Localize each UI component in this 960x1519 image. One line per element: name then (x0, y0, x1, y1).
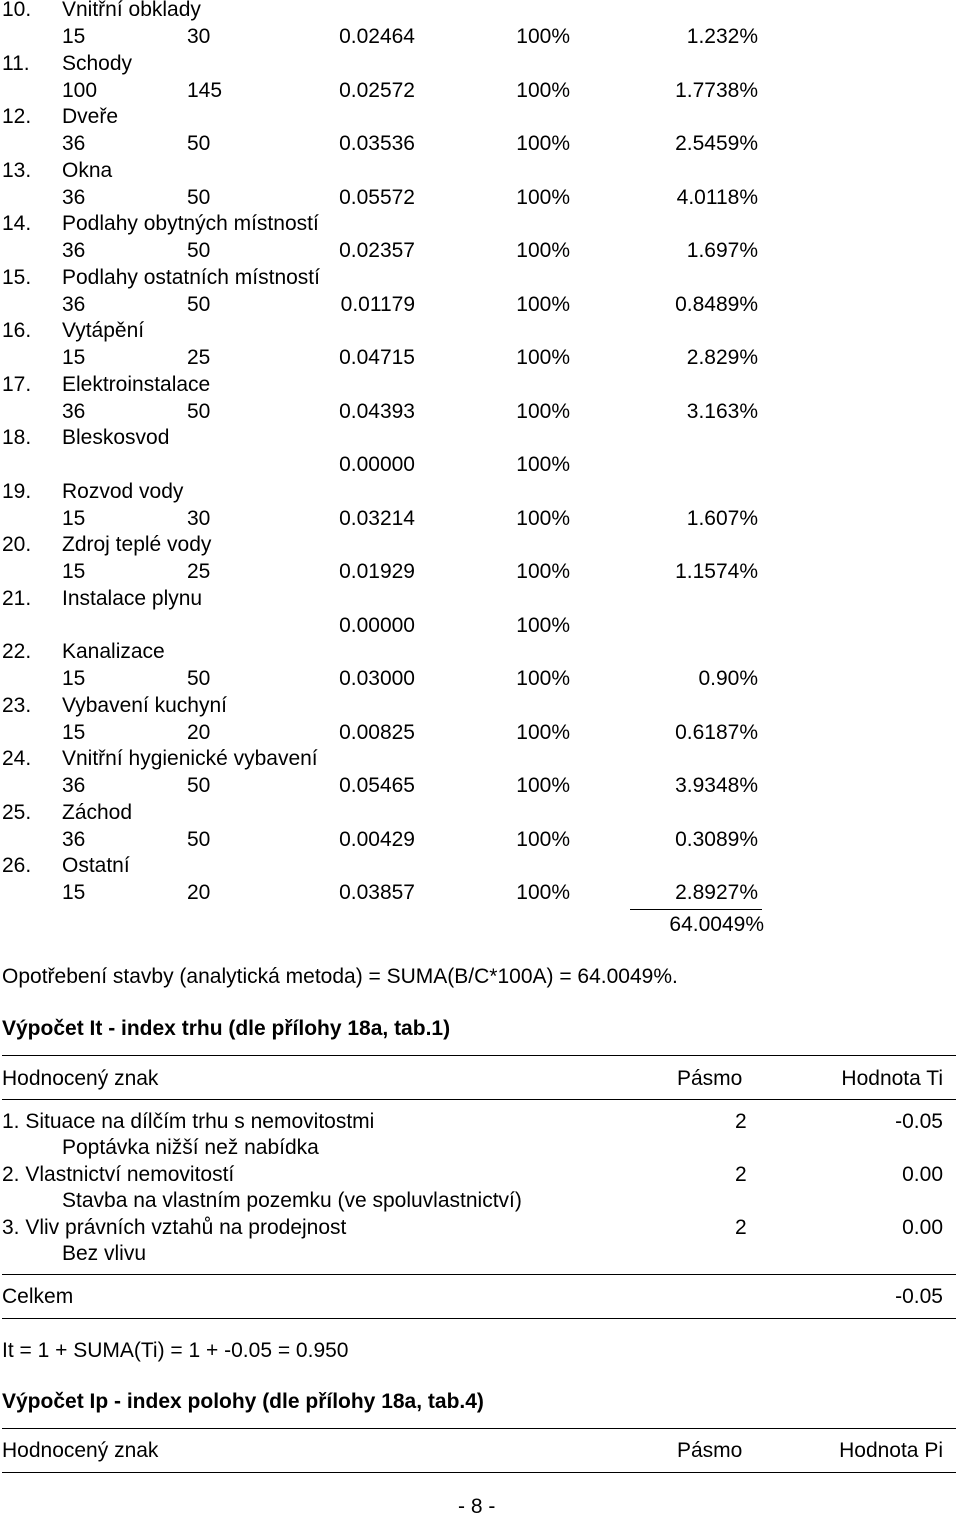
item-number: 10. (2, 0, 32, 21)
item-percent: 100% (516, 25, 570, 48)
item-number: 21. (2, 587, 32, 610)
item-name: Schody (62, 52, 133, 75)
item-number: 25. (2, 801, 32, 824)
item-number: 23. (2, 694, 32, 717)
item-life-b: 20 (187, 721, 211, 744)
item-share: 0.03857 (339, 881, 415, 904)
it-heading: Výpočet It - index trhu (dle přílohy 18a, tab.1) (2, 1017, 451, 1040)
it-col-value: Hodnota Ti (841, 1067, 943, 1090)
item-percent: 100% (516, 774, 570, 797)
item-number: 13. (2, 159, 32, 182)
item-life-a: 36 (62, 400, 86, 423)
item-percent: 100% (516, 614, 570, 637)
item-number: 18. (2, 426, 32, 449)
item-name: Dveře (62, 105, 119, 128)
item-life-a: 15 (62, 721, 86, 744)
item-wear: 4.0118% (676, 186, 758, 209)
item-life-a: 36 (62, 774, 86, 797)
item-share: 0.03000 (339, 667, 415, 690)
item-wear: 1.697% (686, 239, 758, 262)
page-number: - 8 - (458, 1495, 496, 1518)
it-col-band: Pásmo (677, 1067, 743, 1090)
item-share: 0.04393 (339, 400, 415, 423)
it-header-bottom-rule (2, 1099, 956, 1100)
item-number: 22. (2, 640, 32, 663)
it-row-detail: Stavba na vlastním pozemku (ve spoluvlastnictví) (62, 1189, 522, 1212)
item-name: Vnitřní hygienické vybavení (62, 747, 318, 770)
item-wear: 0.90% (698, 667, 758, 690)
item-percent: 100% (516, 293, 570, 316)
item-life-a: 36 (62, 186, 86, 209)
item-life-b: 50 (187, 400, 211, 423)
item-wear: 1.607% (686, 507, 758, 530)
item-life-b: 50 (187, 774, 211, 797)
item-wear: 0.3089% (675, 828, 758, 851)
item-percent: 100% (516, 239, 570, 262)
item-number: 15. (2, 266, 32, 289)
item-number: 16. (2, 319, 32, 342)
it-total-top-rule (2, 1274, 956, 1275)
it-row-label: 3. Vliv právních vztahů na prodejnost (2, 1216, 347, 1239)
item-wear: 2.8927% (675, 881, 758, 904)
item-life-b: 30 (187, 507, 211, 530)
item-share: 0.01929 (339, 560, 415, 583)
item-life-b: 50 (187, 293, 211, 316)
it-row-band: 2 (735, 1163, 747, 1186)
item-share: 0.03536 (339, 132, 415, 155)
ip-col-feature: Hodnocený znak (2, 1439, 159, 1462)
item-number: 19. (2, 480, 32, 503)
item-life-b: 50 (187, 186, 211, 209)
item-name: Elektroinstalace (62, 373, 211, 396)
item-percent: 100% (516, 507, 570, 530)
item-life-a: 36 (62, 132, 86, 155)
item-share: 0.00000 (339, 453, 415, 476)
item-percent: 100% (516, 721, 570, 744)
item-name: Kanalizace (62, 640, 165, 663)
item-wear: 1.1574% (675, 560, 758, 583)
item-wear: 3.163% (686, 400, 758, 423)
item-name: Ostatní (62, 854, 130, 877)
item-number: 20. (2, 533, 32, 556)
item-life-a: 36 (62, 239, 86, 262)
it-total-bottom-rule (2, 1318, 956, 1319)
item-share: 0.00429 (339, 828, 415, 851)
item-share: 0.02464 (339, 25, 415, 48)
item-name: Vnitřní obklady (62, 0, 201, 21)
item-percent: 100% (516, 667, 570, 690)
item-life-b: 25 (187, 346, 211, 369)
item-life-b: 145 (187, 79, 223, 102)
item-wear: 0.6187% (675, 721, 758, 744)
item-share: 0.05465 (339, 774, 415, 797)
item-life-b: 50 (187, 239, 211, 262)
it-row-label: 2. Vlastnictví nemovitostí (2, 1163, 235, 1186)
item-wear: 1.232% (686, 25, 758, 48)
item-number: 17. (2, 373, 32, 396)
item-name: Podlahy obytných místností (62, 212, 319, 235)
item-percent: 100% (516, 453, 570, 476)
item-share: 0.00825 (339, 721, 415, 744)
it-row-label: 1. Situace na dílčím trhu s nemovitostmi (2, 1110, 375, 1133)
item-life-b: 50 (187, 132, 211, 155)
item-percent: 100% (516, 79, 570, 102)
it-row-band: 2 (735, 1110, 747, 1133)
item-wear: 1.7738% (675, 79, 758, 102)
item-name: Rozvod vody (62, 480, 184, 503)
wear-formula: Opotřebení stavby (analytická metoda) = SUMA(B/C*100A) = 64.0049%. (2, 965, 678, 988)
item-share: 0.04715 (339, 346, 415, 369)
item-life-a: 15 (62, 507, 86, 530)
it-row-value: 0.00 (902, 1216, 943, 1239)
item-number: 12. (2, 105, 32, 128)
item-name: Podlahy ostatních místností (62, 266, 320, 289)
ip-col-band: Pásmo (677, 1439, 743, 1462)
it-row-detail: Bez vlivu (62, 1242, 147, 1265)
item-wear: 2.5459% (675, 132, 758, 155)
ip-header-top-rule (2, 1428, 956, 1429)
item-percent: 100% (516, 881, 570, 904)
item-life-a: 36 (62, 828, 86, 851)
item-share: 0.00000 (339, 614, 415, 637)
item-percent: 100% (516, 828, 570, 851)
it-row-detail: Poptávka nižší než nabídka (62, 1136, 319, 1159)
item-life-b: 50 (187, 828, 211, 851)
ip-col-value: Hodnota Pi (839, 1439, 943, 1462)
item-number: 11. (2, 52, 30, 75)
item-share: 0.03214 (339, 507, 415, 530)
item-life-a: 15 (62, 881, 86, 904)
item-name: Zdroj teplé vody (62, 533, 212, 556)
item-life-b: 25 (187, 560, 211, 583)
it-row-value: -0.05 (895, 1110, 943, 1133)
item-number: 14. (2, 212, 32, 235)
it-header-top-rule (2, 1055, 956, 1056)
it-row-value: 0.00 (902, 1163, 943, 1186)
it-row-band: 2 (735, 1216, 747, 1239)
item-life-b: 20 (187, 881, 211, 904)
item-wear: 0.8489% (675, 293, 758, 316)
ip-heading: Výpočet Ip - index polohy (dle přílohy 18a, tab.4) (2, 1390, 484, 1413)
wear-total: 64.0049% (669, 913, 764, 936)
it-formula: It = 1 + SUMA(Ti) = 1 + -0.05 = 0.950 (2, 1339, 349, 1362)
item-name: Vytápění (62, 319, 145, 342)
item-life-a: 36 (62, 293, 86, 316)
item-name: Záchod (62, 801, 133, 824)
item-wear: 3.9348% (675, 774, 758, 797)
item-percent: 100% (516, 560, 570, 583)
item-number: 24. (2, 747, 32, 770)
item-life-b: 30 (187, 25, 211, 48)
it-total-label: Celkem (2, 1285, 74, 1308)
item-life-a: 15 (62, 25, 86, 48)
item-life-a: 15 (62, 667, 86, 690)
item-number: 26. (2, 854, 32, 877)
item-share: 0.02572 (339, 79, 415, 102)
item-percent: 100% (516, 400, 570, 423)
item-percent: 100% (516, 132, 570, 155)
item-name: Bleskosvod (62, 426, 170, 449)
item-life-a: 15 (62, 346, 86, 369)
ip-header-bottom-rule (2, 1472, 956, 1473)
item-life-b: 50 (187, 667, 211, 690)
item-percent: 100% (516, 186, 570, 209)
it-col-feature: Hodnocený znak (2, 1067, 159, 1090)
item-share: 0.01179 (340, 293, 415, 316)
item-name: Vybavení kuchyní (62, 694, 227, 717)
item-share: 0.02357 (339, 239, 415, 262)
it-total-value: -0.05 (895, 1285, 943, 1308)
item-life-a: 100 (62, 79, 98, 102)
item-percent: 100% (516, 346, 570, 369)
item-share: 0.05572 (339, 186, 415, 209)
item-name: Instalace plynu (62, 587, 203, 610)
item-name: Okna (62, 159, 113, 182)
item-life-a: 15 (62, 560, 86, 583)
total-rule (630, 909, 762, 910)
item-wear: 2.829% (686, 346, 758, 369)
